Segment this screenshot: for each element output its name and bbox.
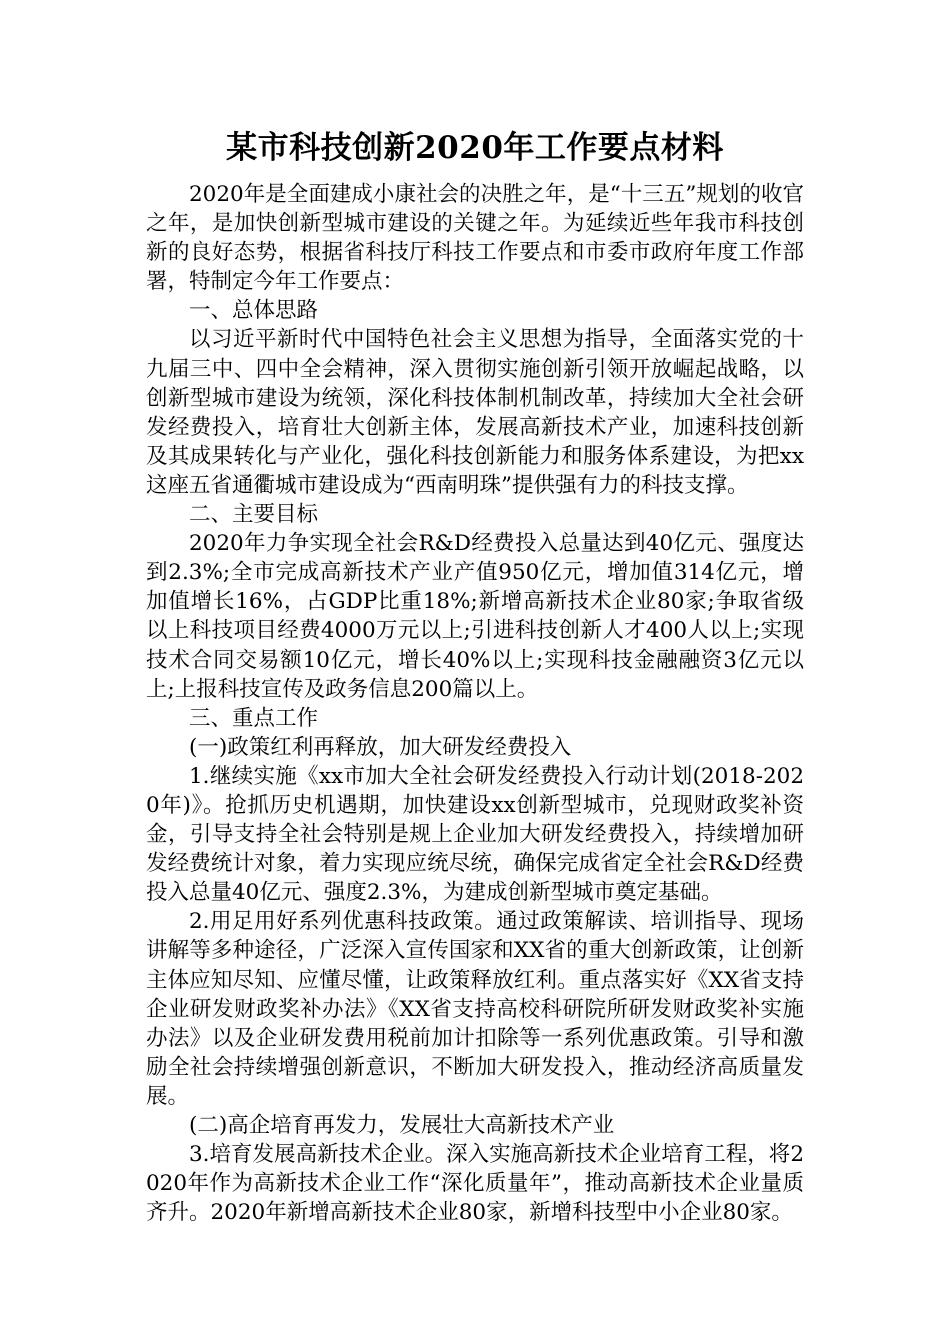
document-body	[146, 180, 804, 1227]
item-2-paragraph: 2.用足用好系列优惠科技政策。通过政策解读、培训指导、现场讲解等多种途径，广泛深入宣传国家和XX省的重大创新政策，让创新主体应知尽知、应懂尽懂，让政策释放红利。重点落实好《XX省支持企业研发财政奖补办法》《XX省支持高校科研院所研发财政奖补实施办法》以及企业研发费用税前加计扣除等一系列优惠政策。引导和激励全社会持续增强创新意识，不断加大研发投入，推动经济高质量发展。	[146, 909, 804, 1109]
overall-approach-paragraph: 以习近平新时代中国特色社会主义思想为指导，全面落实党的十九届三中、四中全会精神，深入贯彻实施创新引领开放崛起战略，以创新型城市建设为统领，深化科技体制机制改革，持续加大全社会研发经费投入，培育壮大创新主体，发展高新技术产业，加速科技创新及其成果转化与产业化，强化科技创新能力和服务体系建设，为把xx这座五省通衢城市建设成为“西南明珠”提供强有力的科技支撑。	[146, 327, 804, 498]
section-heading-3: 三、重点工作	[189, 705, 319, 731]
item-1-paragraph: 1.继续实施《xx市加大全社会研发经费投入行动计划(2018-2020年)》。抢抓历史机遇期，加快建设xx创新型城市，兑现财政奖补资金，引导支持全社会特别是规上企业加大研发经费投入，持续增加研发经费统计对象，着力实现应统尽统，确保完成省定全社会R&D经费投入总量40亿元、强度2.3%，为建成创新型城市奠定基础。	[146, 763, 804, 906]
main-goals-paragraph: 2020年力争实现全社会R&D经费投入总量达到40亿元、强度达到2.3%;全市完成高新技术产业产值950亿元，增加值314亿元，增加值增长16%，占GDP比重18%;新增高新技术企业80家;争取省级以上科技项目经费4000万元以上;引进科技创新人才400人以上;实现技术合同交易额10亿元，增长40%以上;实现科技金融融资3亿元以上;上报科技宣传及政务信息200篇以上。	[146, 531, 804, 702]
subsection-heading-1: (一)政策红利再释放，加大研发经费投入	[189, 734, 572, 760]
item-3-paragraph: 3.培育发展高新技术企业。深入实施高新技术企业培育工程，将2020年作为高新技术企业工作“深化质量年”，推动高新技术企业量质齐升。2020年新增高新技术企业80家，新增科技型中小企业80家。	[146, 1142, 804, 1226]
subsection-heading-2: (二)高企培育再发力，发展壮大高新技术产业	[189, 1113, 615, 1138]
section-heading-2: 二、主要目标	[189, 502, 319, 528]
intro-paragraph: 2020年是全面建成小康社会的决胜之年，是“十三五”规划的收官之年，是加快创新型城市建设的关键之年。为延续近些年我市科技创新的良好态势，根据省科技厅科技工作要点和市委市政府年度工作部署，特制定今年工作要点：	[146, 182, 804, 295]
document-title: 某市科技创新2020年工作要点材料	[226, 130, 724, 166]
section-heading-1: 一、总体思路	[189, 298, 319, 324]
